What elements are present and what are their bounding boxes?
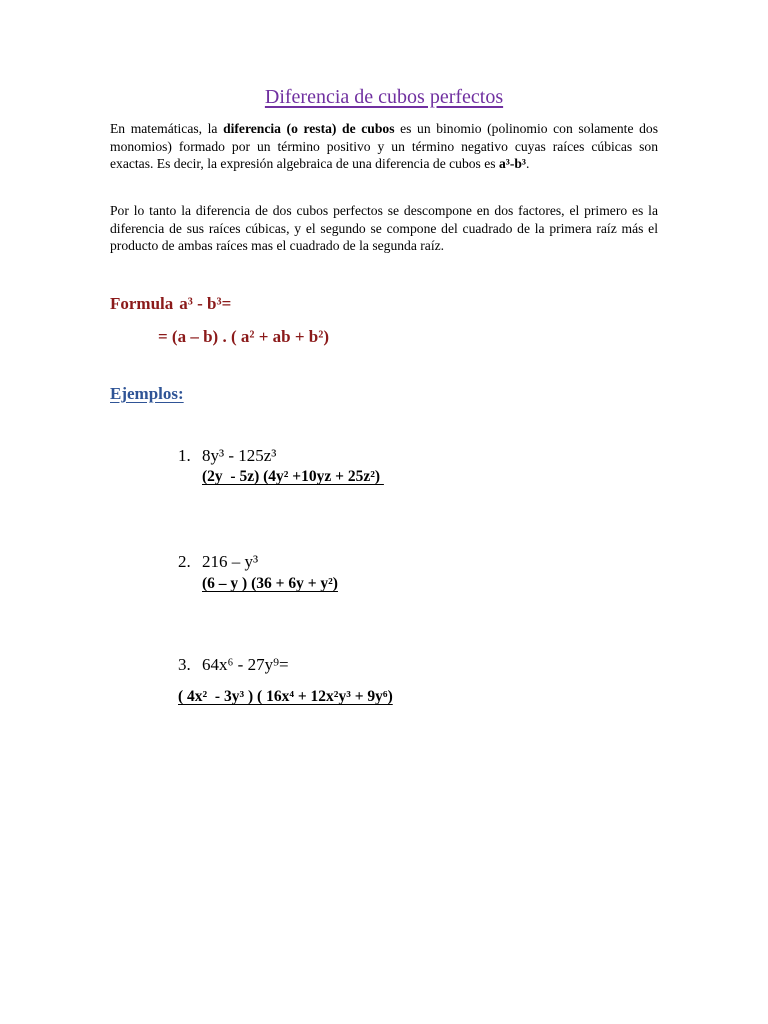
example-2-solution: (6 – y ) (36 + 6y + y²) [202, 575, 338, 592]
formula-expression: a³ - b³= [179, 294, 232, 313]
intro-text-middle: es un binomio (polinomio con solamente dos monomios) formado por un término positivo y un término negativo cuyas raíces cúbicas son exactas. Es decir, la expresión algebraica de una diferencia de cubos es [110, 121, 658, 171]
example-3-expression: 64x⁶ - 27y⁹= [202, 655, 289, 674]
example-2-number: 2. [178, 552, 191, 571]
intro-bold-term: diferencia (o resta) de cubos [223, 121, 395, 136]
example-1-solution: (2y - 5z) (4y² +10yz + 25z²) [202, 468, 384, 485]
formula-result: = (a – b) . ( a² + ab + b²) [158, 327, 330, 346]
example-1-number: 1. [178, 446, 191, 465]
intro-text-start: En matemáticas, la [110, 121, 224, 136]
intro-paragraph [110, 120, 658, 173]
example-3-solution: ( 4x² - 3y³ ) ( 16x⁴ + 12x²y³ + 9y⁶) [178, 688, 393, 705]
example-2-expression: 216 – y³ [202, 552, 259, 571]
example-3-number: 3. [178, 655, 191, 674]
intro-text-end: . [526, 156, 530, 171]
example-1-expression: 8y³ - 125z³ [202, 446, 277, 465]
explanation-paragraph: Por lo tanto la diferencia de dos cubos perfectos se descompone en dos factores, el primero es la diferencia de sus raíces cúbicas, y el segundo se compone del cuadrado de la primera raíz más el producto de ambas raíces mas el cuadrado de la segunda raíz. [110, 203, 658, 253]
formula-line [110, 294, 231, 314]
intro-bold-expression: a³-b³ [498, 156, 527, 171]
document-title: Diferencia de cubos perfectos [264, 86, 504, 108]
examples-heading: Ejemplos: [110, 384, 184, 403]
formula-label: Formula [110, 294, 174, 313]
